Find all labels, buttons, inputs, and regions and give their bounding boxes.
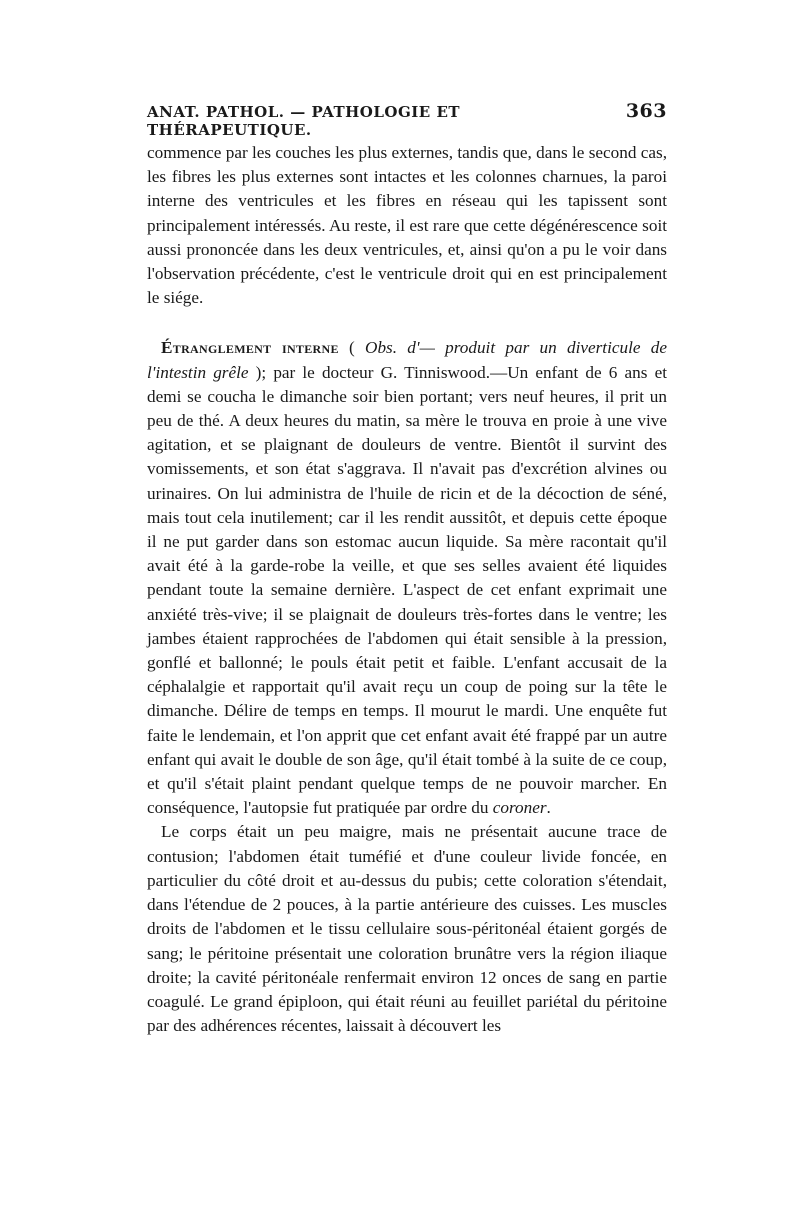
observation-body: —Un enfant de 6 ans et demi se coucha le dimanche soir bien portant; vers neuf heures, il prit un peu de thé. A deux heures du matin, sa mère le trouva en proie à une vive agitation, et se plaignant de douleurs de ventre. Bientôt il survint des vomissements, et son état s'aggrava. Il n'avait pas d'excrétion alvines ou urinaires. On lui administra de l'huile de ricin et de la décoction de séné, mais tout cela inutilement; car il les rendit aussitôt, et depuis cette époque il ne put garder dans son estomac aucun liquide. Sa mère racontait qu'il avait été à la garde-robe la veille, et que ses selles avaient été liquides pendant toute la semaine dernière. L'aspect de cet enfant exprimait une anxiété très-vive; il se plaignait de douleurs très-fortes dans le ventre; les jambes étaient rapprochées de l'abdomen qui était sensible à la pression, gonflé et ballonné; le pouls était petit et faible. L'enfant accusait de la céphalalgie et rapportait qu'il avait reçu un coup de poing sur la tête le dimanche. Délire de temps en temps. Il mourut le mardi. Une enquête fut faite le lendemain, et l'on apprit que cet enfant avait été frappé par un autre enfant qui avait le double de son âge, qu'il était tombé à la suite de ce coup, et qu'il s'était plaint pendant quelque temps de ne pouvoir marcher. En conséquence, l'autopsie fut pratiquée par ordre du (147, 362, 667, 818)
obs-open: ( (338, 338, 366, 358)
obs-italic: Obs. d'— produit par un diverticule de l'intestin grêle (147, 338, 667, 382)
page-number: 363 (625, 100, 667, 122)
observation-end: . (546, 798, 551, 818)
running-title: ANAT. PATHOL. — PATHOLOGIE ET THÉRAPEUTIQUE. (147, 103, 461, 139)
observation-paragraph (147, 336, 667, 820)
book-page (147, 100, 667, 1038)
section-title: Étranglement interne (161, 338, 339, 358)
obs-close: ); par le docteur G. Tinniswood. (248, 362, 490, 382)
coroner-word: coroner (492, 798, 547, 818)
autopsy-paragraph: Le corps était un peu maigre, mais ne présentait aucune trace de contusion; l'abdomen était tuméfié et d'une couleur livide foncée, en particulier du côté droit et au-dessus du pubis; cette coloration s'étendait, dans l'étendue de 2 pouces, à la partie antérieure des cuisses. Les muscles droits de l'abdomen et le tissu cellulaire sous-péritonéal étaient gorgés de sang; le péritoine présentait une coloration brunâtre vers la région iliaque droite; la cavité péritonéale renfermait environ 12 onces de sang en partie coagulé. Le grand épiploon, qui était réuni au feuillet pariétal du péritoine par des adhérences récentes, laissait à découvert les (147, 822, 667, 1036)
running-head (147, 100, 667, 139)
paragraph-continued: commence par les couches les plus externes, tandis que, dans le second cas, les fibres les plus externes sont intactes et les colonnes charnues, la paroi interne des ventricules et les fibres en réseau qui les tapissent sont principalement intéressés. Au reste, il est rare que cette dégénérescence soit aussi prononcée dans les deux ventricules, et, ainsi qu'on a pu le voir dans l'observation précédente, c'est le ventricule droit qui en est principalement le siége. (147, 143, 667, 308)
